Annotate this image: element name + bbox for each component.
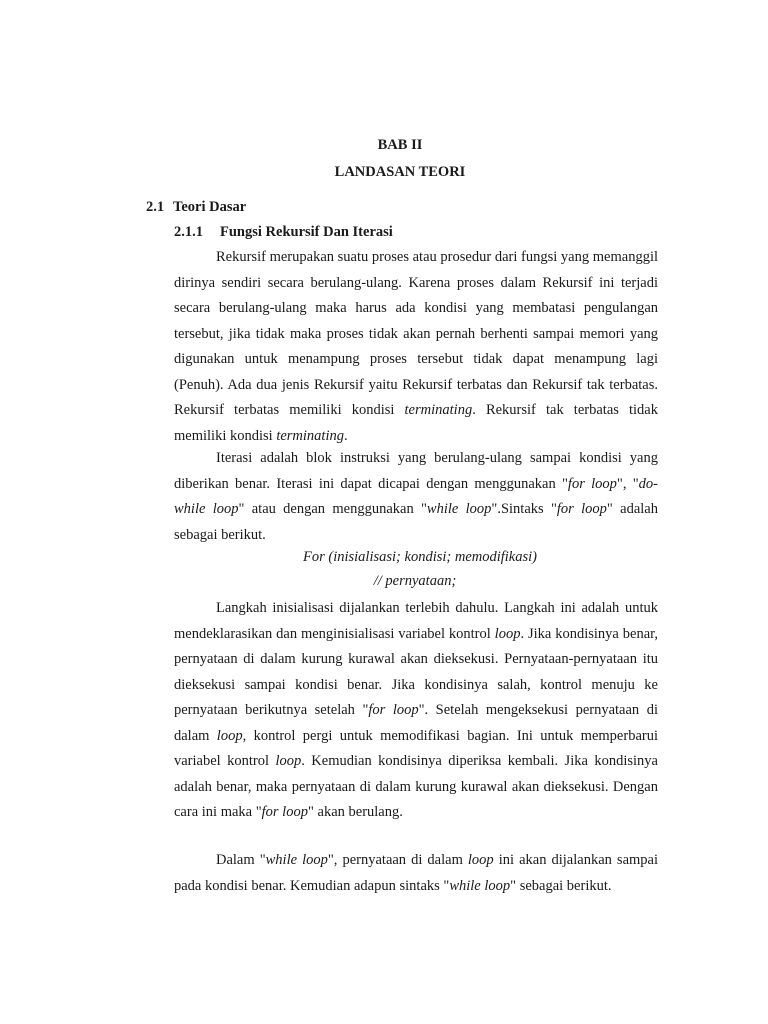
subsection-title: Fungsi Rekursif Dan Iterasi bbox=[220, 224, 393, 240]
paragraph-text: . Jika kondisinya benar, pernyataan di dalam kurung kurawal akan dieksekusi. Pernyataan-pernyataan itu dieksekusi sampai kondisi benar. Jika kondisinya salah, kontrol menuju ke pernyataan berikutnya setelah " bbox=[174, 625, 658, 718]
paragraph-text: . Rekursif tak terbatas tidak memiliki kondisi bbox=[174, 402, 658, 444]
emphasis-term: loop bbox=[275, 753, 302, 769]
paragraph-rekursif bbox=[174, 245, 658, 449]
emphasis-term: while loop bbox=[449, 877, 511, 894]
paragraph-text: , kontrol pergi untuk memodifikasi bagian. Ini untuk memperbarui variabel kontrol bbox=[174, 727, 658, 769]
paragraph-text: ", pernyataan di dalam bbox=[327, 852, 468, 868]
paragraph-iterasi bbox=[174, 446, 658, 548]
paragraph-langkah bbox=[174, 596, 658, 826]
paragraph-text: . Kemudian kondisinya diperiksa kembali. Jika kondisinya adalah benar, maka pernyataan di dalam kurung kurawal akan dieksekusi. Dengan cara ini maka " bbox=[174, 753, 658, 820]
paragraph-text: Iterasi adalah blok instruksi yang berulang-ulang sampai kondisi yang diberikan benar. Iterasi ini dapat dicapai dengan menggunakan " bbox=[174, 450, 658, 492]
paragraph-text: " akan berulang. bbox=[307, 804, 403, 820]
chapter-subtitle: LANDASAN TEORI bbox=[334, 164, 466, 180]
paragraph-text: ini akan dijalankan sampai pada kondisi benar. Kemudian adapun sintaks " bbox=[174, 852, 658, 894]
paragraph-text: " atau dengan menggunakan " bbox=[238, 501, 427, 517]
code-line-for: For (inisialisasi; kondisi; memodifikasi) bbox=[303, 549, 537, 565]
code-line-statement: // pernyataan; bbox=[373, 573, 457, 589]
emphasis-term: terminating bbox=[404, 402, 473, 418]
paragraph-text: . bbox=[343, 427, 348, 444]
paragraph-text: Langkah inisialisasi dijalankan terlebih dahulu. Langkah ini adalah untuk mendeklarasikan dan menginisialisasi variabel kontrol bbox=[174, 600, 658, 642]
emphasis-term: while loop bbox=[265, 852, 328, 868]
emphasis-term: loop bbox=[494, 625, 521, 642]
section-number: 2.1 bbox=[146, 199, 165, 215]
paragraph-text: ", " bbox=[616, 475, 639, 492]
emphasis-term: for loop bbox=[556, 501, 607, 517]
emphasis-term: for loop bbox=[567, 475, 617, 492]
subsection-number: 2.1.1 bbox=[174, 224, 203, 240]
emphasis-term: while loop bbox=[426, 501, 492, 517]
paragraph-while bbox=[174, 848, 658, 899]
emphasis-term: for loop bbox=[368, 702, 419, 718]
emphasis-term: for loop bbox=[261, 804, 308, 820]
paragraph-text: ".Sintaks " bbox=[491, 501, 557, 517]
paragraph-text: Dalam " bbox=[216, 852, 266, 868]
emphasis-term: terminating bbox=[276, 427, 344, 444]
subsection-heading bbox=[174, 224, 393, 241]
emphasis-term: loop bbox=[216, 727, 243, 744]
section-heading bbox=[146, 199, 246, 216]
paragraph-text: " adalah sebagai berikut. bbox=[174, 501, 658, 543]
chapter-title: BAB II bbox=[377, 137, 423, 153]
paragraph-text: Rekursif merupakan suatu proses atau prosedur dari fungsi yang memanggil dirinya sendiri secara berulang-ulang. Karena proses dalam Rekursif ini terjadi secara berulang-ulang maka harus ada kondisi yang membatasi pengulangan tersebut, jika tidak maka proses tidak akan pernah berhenti sampai memori yang digunakan untuk menampung proses tersebut tidak dapat menampung lagi (Penuh). Ada dua jenis Rekursif yaitu Rekursif terbatas dan Rekursif tak terbatas. Rekursif terbatas memiliki kondisi bbox=[174, 249, 658, 418]
section-title: Teori Dasar bbox=[173, 199, 247, 215]
emphasis-term: do-while loop bbox=[174, 475, 658, 517]
paragraph-text: " sebagai berikut. bbox=[510, 877, 612, 894]
emphasis-term: loop bbox=[467, 852, 494, 868]
paragraph-text: ". Setelah mengeksekusi pernyataan di dalam bbox=[174, 702, 658, 744]
